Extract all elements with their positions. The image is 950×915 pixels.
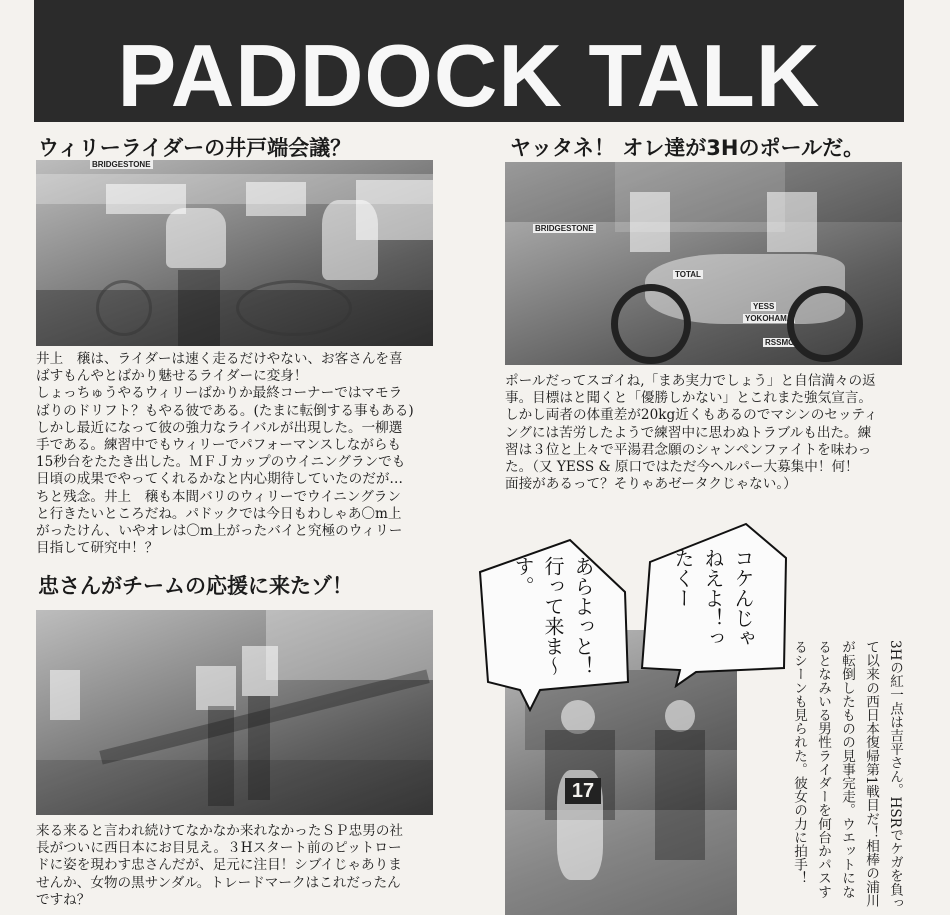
wheelie-riders-photo [36, 160, 433, 346]
section3-body: 来る来ると言われ続けてなかなか来れなかったＳＰ忠男の社 長がついに西日本にお目見え。３Hスタート前のピットロー ドに姿を現わす忠さんだが、足元に注目！シブイじゃありま せんか、女物の黒サンダル。トレードマークはこれだったん ですね？ [36, 823, 404, 908]
pit-road-photo [36, 610, 433, 815]
bike-label-yokohama: YOKOHAMA [745, 314, 793, 323]
bike-label-rss: RSSMO [765, 338, 795, 347]
speech-right-text: コケんじゃねえよ！ったくー [671, 548, 755, 648]
section1-body: 井上 穣は、ライダーは速く走るだけやない、お客さんを喜 ばすもんやとばかり魅せるライダーに変身！ しょっちゅうやるウィリーばかりか最終コーナーではマモラ ばりのドリフト？もやる彼である。(たまに転倒する事もある) しかし最近になって彼の強力なライバルが出現した。一柳選 手である。練習中でもウィリーでパフォーマンスしながらも 15秒台をたたき出した。ＭＦＪカップのウイニングランでも 日頃の成果でやってくれるかなと内心期待していたのだが… ちと残念。井上 穣も本間バリのウィリーでウイニングラン と行きたいところだね。パドックでは今日もわしゃあ〇m上 がったけん、いやオレは〇m上がったバイと究極のウィリー 目指して研究中！？ [36, 351, 414, 557]
section4-vertical-text: 3Hの紅一点は吉平さん。HSRでケガを負って以来の西日本復帰第1戦目だ！相棒の浦川が転倒したものの見事完走。ウエットになるとなみいる男性ライダーを何台かパスするシーンも見られた。彼女の力に拍手！ [791, 640, 903, 910]
header-banner [34, 0, 904, 125]
section2-heading: ヤッタネ！ オレ達が3Hのポールだ。 [510, 136, 865, 160]
page-title: PADDOCK TALK [117, 26, 821, 125]
bike-label-total: TOTAL [675, 270, 701, 279]
bike-label-yess: YESS [753, 302, 775, 311]
photo-sign: BRIDGESTONE [92, 160, 151, 169]
section2-body: ポールだってスゴイね,「まあ実力でしょう」と自信満々の返 事。目標はと聞くと「優勝しかない」とこれまた強気宣言。 しかし両者の体重差が20kg近くもあるのでマシンのセッティ ングには苦労したようで練習中に思わぬトラブルも出た。練 習は３位と上々で平湯君念願のシャンペンファイトを味わっ た。（又 YESS & 原口ではただ今ヘルパー大募集中！何！ 面接があるって？そりゃあゼータクじゃない。） [505, 373, 878, 493]
pole-team-photo [505, 162, 902, 365]
photo-sign-bridgestone: BRIDGESTONE [535, 224, 594, 233]
section3-heading: 忠さんがチームの応援に来たゾ！ [38, 574, 353, 598]
section1-heading: ウィリーライダーの井戸端会議？ [38, 136, 352, 160]
speech-left-text: あらよっと！行って来ま〜す。 [511, 556, 595, 676]
bike-number: 17 [565, 778, 601, 804]
